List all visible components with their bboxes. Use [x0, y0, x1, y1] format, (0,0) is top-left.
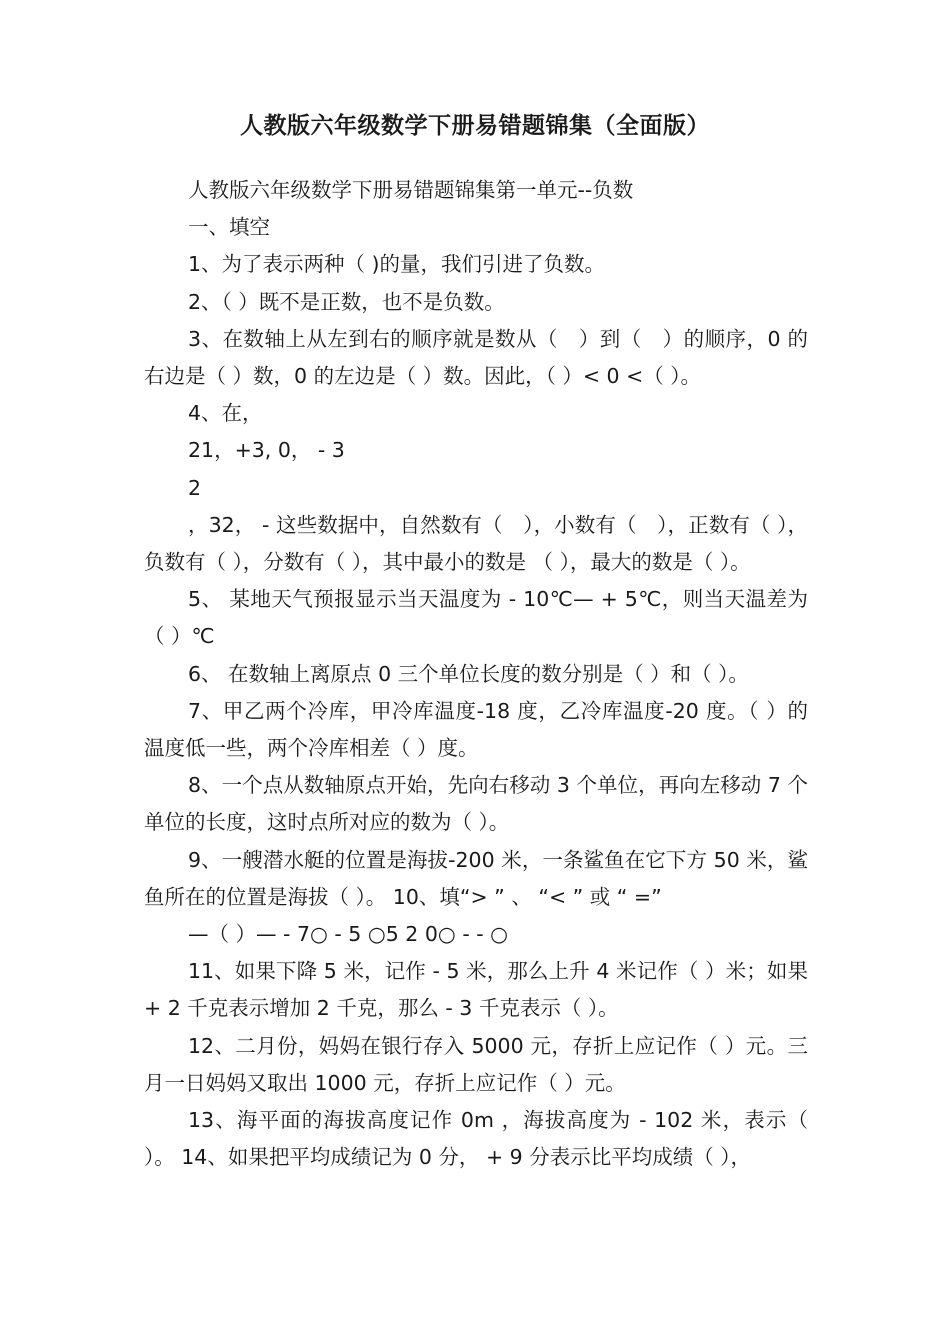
- question-6: 6、 在数轴上离原点 0 三个单位长度的数分别是（ ）和（ ）。: [188, 661, 749, 686]
- question-8: 8、一个点从数轴原点开始，先向右移动 3 个单位，再向左移动 7 个单位的长度，这时点所对应的数为（ ）。: [144, 773, 808, 835]
- question-4-numbers: 21，+3, 0， - 3: [188, 438, 345, 463]
- question-7: 7、甲乙两个冷库，甲冷库温度-18 度，乙冷库温度-20 度。（ ）的温度低一些，两个冷库相差（ ）度。: [144, 698, 808, 761]
- question-10-items: —（ ）— - 7○ - 5 ○5 2 0○ - - ○: [188, 922, 509, 947]
- question-4-fraction: 2: [188, 475, 202, 500]
- question-4: 4、在，: [188, 401, 263, 426]
- question-12: 12、二月份，妈妈在银行存入 5000 元，存折上应记作（ ）元。三月一日妈妈又取出 1000 元，存折上应记作（ ）元。: [144, 1033, 808, 1095]
- question-9-10: 9、一艘潜水艇的位置是海拔-200 米，一条鲨鱼在它下方 50 米，鲨鱼所在的位置是海拔（ ）。 10、填“> ” 、 “< ” 或 “ =”: [144, 847, 808, 909]
- question-5: 5、 某地天气预报显示当天温度为 - 10℃— + 5℃，则当天温差为（ ）℃: [144, 587, 808, 649]
- question-2: 2、（ ）既不是正数，也不是负数。: [188, 289, 505, 314]
- document-body: [144, 172, 808, 1176]
- question-3: 3、在数轴上从左到右的顺序就是数从（ ）到（ ）的顺序，0 的右边是（ ）数，0 的左边是（ ）数。因此，（ ）< 0 <（ ）。: [144, 326, 808, 389]
- question-11: 11、如果下降 5 米，记作 - 5 米，那么上升 4 米记作（ ）米；如果 + 2 千克表示增加 2 千克，那么 - 3 千克表示（ ）。: [144, 959, 808, 1021]
- document-title: 人教版六年级数学下册易错题锦集（全面版）: [240, 113, 710, 139]
- question-4-continued: ，32， - 这些数据中，自然数有（ ），小数有（ ），正数有（ ），负数有（ ），分数有（ ），其中最小的数是 （ ），最大的数是（ ）。: [144, 512, 808, 575]
- part-heading: 一、填空: [188, 215, 270, 240]
- question-13-14: 13、海平面的海拔高度记作 0m ，海拔高度为 - 102 米，表示（ ）。 14、如果把平均成绩记为 0 分， + 9 分表示比平均成绩（ ），: [144, 1108, 808, 1170]
- section-heading: 人教版六年级数学下册易错题锦集第一单元--负数: [188, 178, 634, 202]
- question-1: 1、为了表示两种（ )的量，我们引进了负数。: [188, 252, 606, 277]
